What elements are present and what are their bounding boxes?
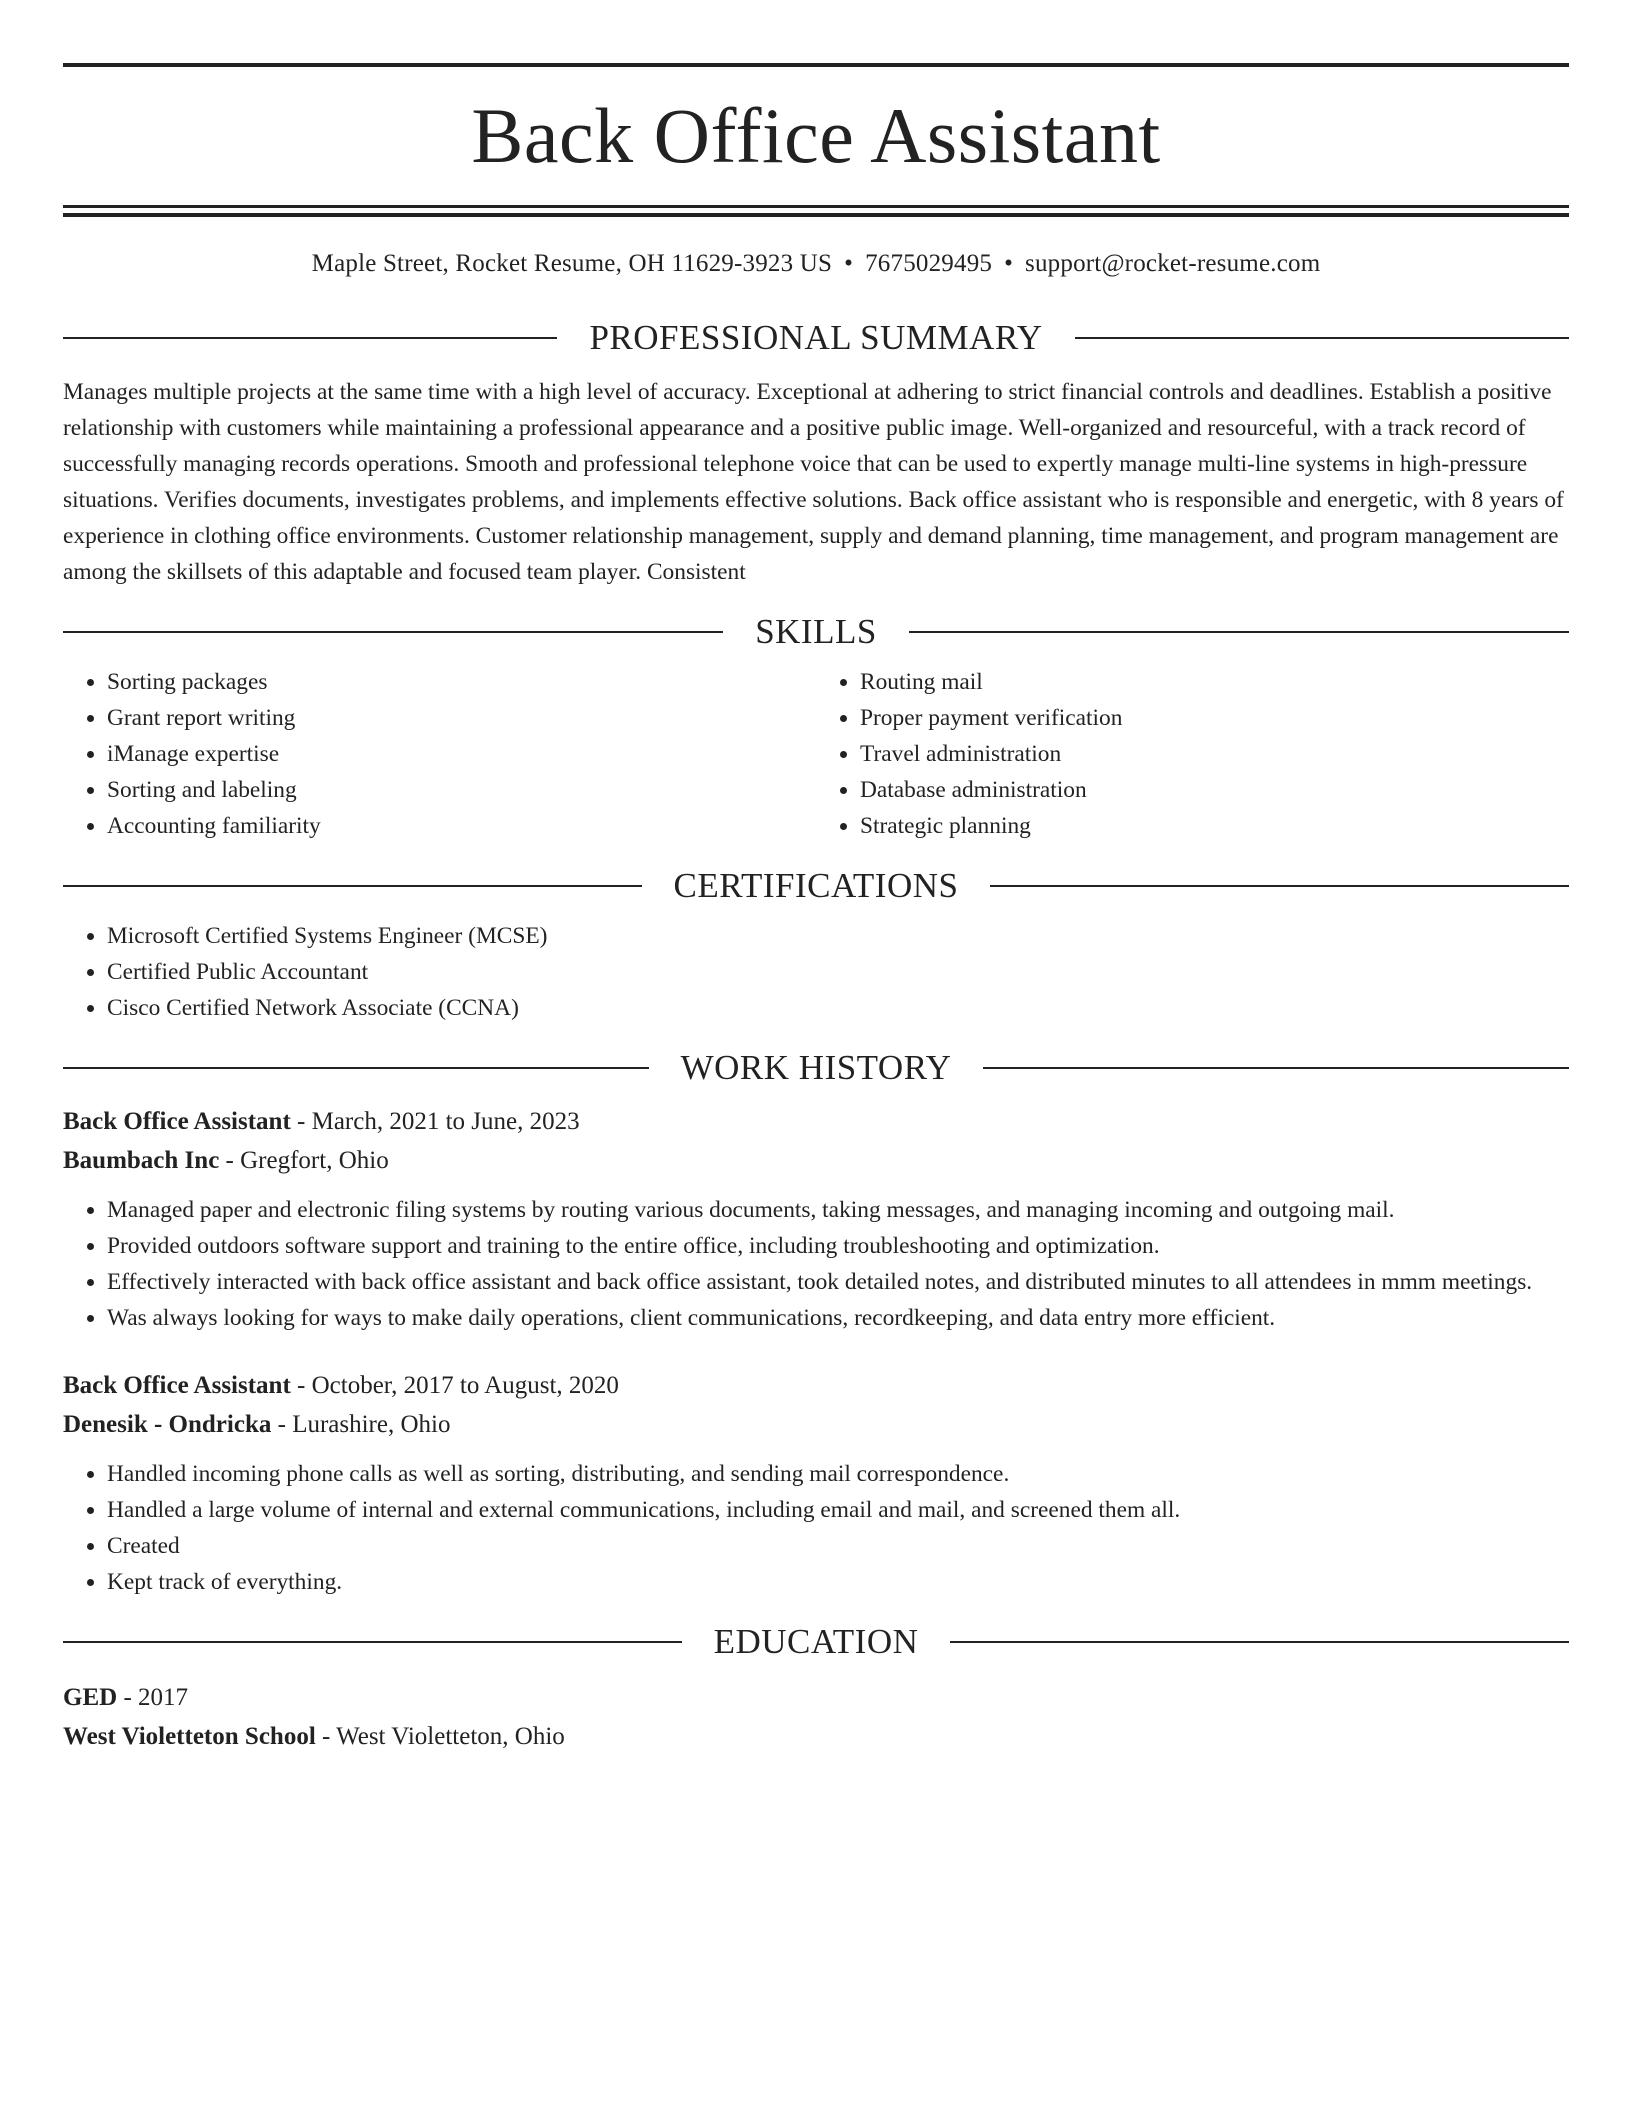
job-dates: March, 2021 to June, 2023	[311, 1108, 580, 1135]
job-company-line: Denesik - Ondricka - Lurashire, Ohio	[63, 1411, 451, 1438]
skills-heading	[63, 612, 1569, 652]
skills-left-list	[63, 664, 816, 844]
skills-right-list	[816, 664, 1569, 844]
education-school: West Violetteton School	[63, 1723, 316, 1750]
skill-item: • Sorting packages	[107, 664, 816, 700]
job-role-line: Back Office Assistant - March, 2021 to June, 2023	[63, 1108, 580, 1135]
job-entry	[63, 1102, 1569, 1336]
skill-item: • Strategic planning	[860, 808, 1569, 844]
skill-item: • Grant report writing	[107, 700, 816, 736]
contact-address: Maple Street, Rocket Resume, OH 11629-3923 US	[311, 250, 833, 277]
title-double-rule	[63, 205, 1569, 217]
contact-line	[63, 250, 1569, 278]
certifications-heading-title: CERTIFICATIONS	[673, 866, 959, 905]
heading-rule	[63, 337, 557, 339]
skill-item: • Accounting familiarity	[107, 808, 816, 844]
heading-rule	[950, 1641, 1569, 1643]
top-rule	[63, 63, 1569, 67]
heading-rule	[63, 1067, 649, 1069]
job-bullet: • Managed paper and electronic filing systems by routing various documents, taking messages, and managing incoming and outgoing mail.	[107, 1192, 1569, 1228]
job-bullets	[63, 1456, 1569, 1600]
education-school-line: West Violetteton School - West Violetteton, Ohio	[63, 1723, 565, 1750]
job-company-line: Baumbach Inc - Gregfort, Ohio	[63, 1147, 389, 1174]
contact-separator: •	[1004, 250, 1014, 277]
heading-rule	[63, 1641, 682, 1643]
job-role: Back Office Assistant	[63, 1108, 291, 1135]
job-bullet: • Effectively interacted with back office assistant and back office assistant, took detailed notes, and distributed minutes to all attendees in mmm meetings.	[107, 1264, 1569, 1300]
job-company: Denesik - Ondricka	[63, 1411, 272, 1438]
job-bullet: • Provided outdoors software support and training to the entire office, including troubleshooting and optimization.	[107, 1228, 1569, 1264]
skills-grid	[63, 652, 1569, 844]
skill-item: • Travel administration	[860, 736, 1569, 772]
education-heading	[63, 1622, 1569, 1662]
job-bullet: • Handled a large volume of internal and external communications, including email and mail, and screened them all.	[107, 1492, 1569, 1528]
skill-item: • iManage expertise	[107, 736, 816, 772]
summary-heading-title: PROFESSIONAL SUMMARY	[589, 318, 1043, 357]
job-bullets	[63, 1192, 1569, 1336]
job-company: Baumbach Inc	[63, 1147, 220, 1174]
skill-item: • Database administration	[860, 772, 1569, 808]
summary-text: Manages multiple projects at the same time with a high level of accuracy. Exceptional at adhering to strict financial controls and deadlines. Establish a positive relationship with customers while maintaining a professional appearance and a positive public image. Well-organized and resourceful, with a track record of successfully managing records operations. Smooth and professional telephone voice that can be used to expertly manage multi-line systems in high-pressure situations. Verifies documents, investigates problems, and implements effective solutions. Back office assistant who is responsible and energetic, with 8 years of experience in clothing office environments. Customer relationship management, supply and demand planning, time management, and program management are among the skillsets of this adaptable and focused team player. Consistent	[63, 379, 1564, 585]
job-bullet: • Kept track of everything.	[107, 1564, 1569, 1600]
work-heading	[63, 1048, 1569, 1088]
education-entry	[63, 1678, 1569, 1756]
certification-item: • Cisco Certified Network Associate (CCNA)	[107, 990, 1569, 1026]
heading-rule	[909, 631, 1569, 633]
certification-item: • Certified Public Accountant	[107, 954, 1569, 990]
contact-email[interactable]: support@rocket-resume.com	[1025, 250, 1321, 277]
heading-rule	[1075, 337, 1569, 339]
heading-rule	[990, 885, 1569, 887]
heading-rule	[63, 885, 642, 887]
job-role: Back Office Assistant	[63, 1372, 291, 1399]
education-location: West Violetteton, Ohio	[336, 1723, 565, 1750]
job-entry	[63, 1366, 1569, 1600]
contact-separator: •	[844, 250, 854, 277]
job-location: Lurashire, Ohio	[292, 1411, 451, 1438]
skill-item: • Sorting and labeling	[107, 772, 816, 808]
job-bullet: • Was always looking for ways to make daily operations, client communications, recordkeeping, and data entry more efficient.	[107, 1300, 1569, 1336]
job-bullet: • Created	[107, 1528, 1569, 1564]
certifications-list	[63, 918, 1569, 1026]
summary-heading	[63, 318, 1569, 358]
heading-rule	[983, 1067, 1569, 1069]
contact-phone[interactable]: 7675029495	[865, 250, 993, 277]
education-degree-line: GED - 2017	[63, 1684, 189, 1711]
job-dates: October, 2017 to August, 2020	[311, 1372, 619, 1399]
education-year: 2017	[138, 1684, 189, 1711]
education-degree: GED	[63, 1684, 118, 1711]
skill-item: • Proper payment verification	[860, 700, 1569, 736]
job-bullet: • Handled incoming phone calls as well as sorting, distributing, and sending mail correspondence.	[107, 1456, 1569, 1492]
certifications-heading	[63, 866, 1569, 906]
education-heading-title: EDUCATION	[713, 1622, 919, 1661]
skills-heading-title: SKILLS	[755, 612, 877, 651]
work-heading-title: WORK HISTORY	[680, 1048, 952, 1087]
job-location: Gregfort, Ohio	[240, 1147, 389, 1174]
heading-rule	[63, 631, 723, 633]
certification-item: • Microsoft Certified Systems Engineer (MCSE)	[107, 918, 1569, 954]
skill-item: • Routing mail	[860, 664, 1569, 700]
job-role-line: Back Office Assistant - October, 2017 to August, 2020	[63, 1372, 619, 1399]
resume-title: Back Office Assistant	[471, 92, 1161, 179]
